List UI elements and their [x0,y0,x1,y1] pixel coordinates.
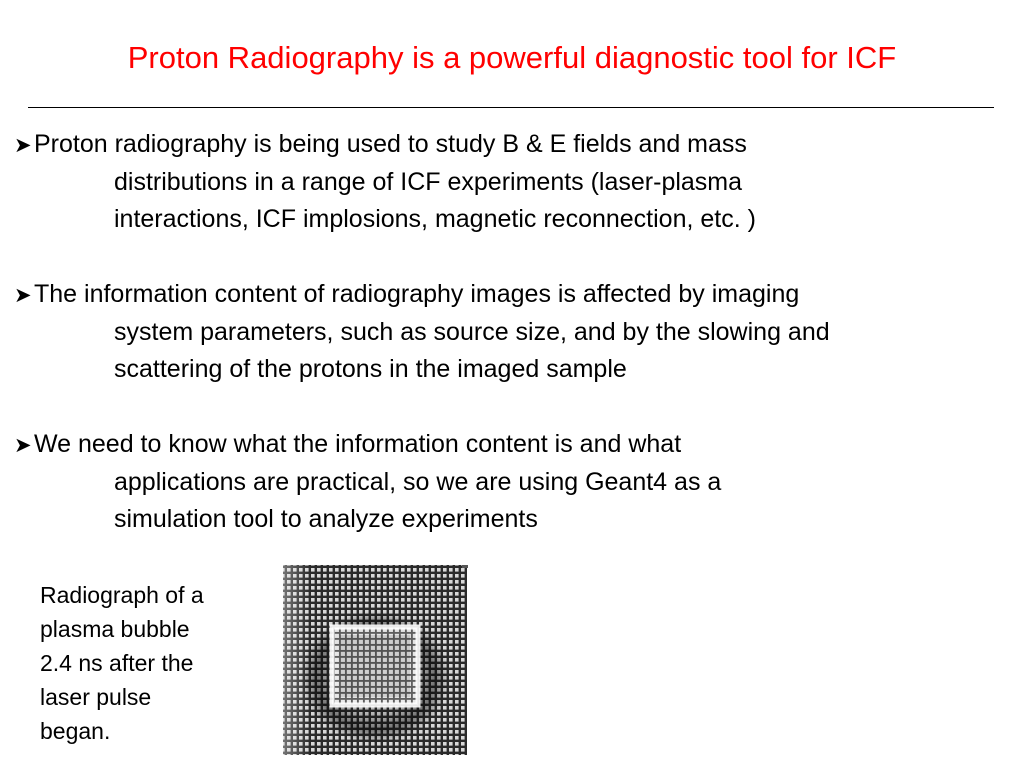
caption-line: Radiograph of a [40,582,204,608]
bullet-list [14,126,1014,576]
caption-line: laser pulse [40,684,152,710]
arrowhead-bullet-icon: ➤ [14,134,32,157]
bullet-line: We need to know what the information content is and what [34,430,682,458]
slide-title: Proton Radiography is a powerful diagnostic tool for ICF [127,40,897,75]
bullet-item [14,276,1014,388]
caption-line: 2.4 ns after the [40,650,194,676]
caption-line: plasma bubble [40,616,190,642]
bullet-line: Proton radiography is being used to study B & E fields and mass [34,130,747,158]
bullet-line: system parameters, such as source size, and by the slowing and [114,318,830,346]
bullet-item [14,126,1014,238]
caption-line: began. [40,718,111,744]
bullet-line: simulation tool to analyze experiments [114,505,538,533]
bullet-line: The information content of radiography images is affected by imaging [34,280,800,308]
bullet-line: scattering of the protons in the imaged sample [114,355,627,383]
bullet-line: distributions in a range of ICF experiments (laser-plasma [114,168,743,196]
title-divider [28,107,994,108]
arrowhead-bullet-icon: ➤ [14,434,32,457]
bullet-item [14,426,1014,538]
bullet-line: applications are practical, so we are using Geant4 as a [114,468,722,496]
radiograph-caption [40,578,260,748]
bullet-line: interactions, ICF implosions, magnetic reconnection, etc. ) [114,205,756,233]
radiograph-image [280,561,470,758]
arrowhead-bullet-icon: ➤ [14,284,32,307]
